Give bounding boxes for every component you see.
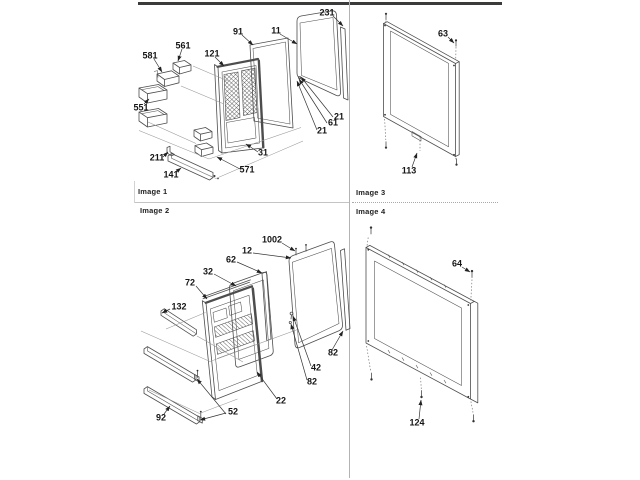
part-number-label: 12 bbox=[241, 245, 253, 256]
image1-caption: Image 1 bbox=[138, 187, 168, 196]
part-number-label: 91 bbox=[232, 26, 244, 37]
leader-line bbox=[217, 157, 240, 169]
leader-line bbox=[301, 77, 333, 117]
part-number-label: 113 bbox=[401, 165, 417, 176]
part-number-label: 124 bbox=[409, 417, 425, 428]
part-number-label: 72 bbox=[184, 277, 196, 288]
part-number-label: 561 bbox=[175, 40, 191, 51]
leader-line bbox=[242, 35, 253, 45]
part-number-label: 141 bbox=[163, 169, 179, 180]
part-number-label: 22 bbox=[275, 395, 287, 406]
image4-caption: Image 4 bbox=[356, 207, 386, 216]
leader-line bbox=[462, 267, 470, 272]
leader-line bbox=[178, 49, 182, 61]
part-number-label: 231 bbox=[319, 7, 335, 18]
part-number-label: 62 bbox=[225, 254, 237, 265]
leader-line bbox=[196, 286, 207, 299]
part-number-label: 82 bbox=[306, 376, 318, 387]
part-number-label: 42 bbox=[310, 362, 322, 373]
part-number-label: 1002 bbox=[261, 234, 283, 245]
image4-callouts bbox=[409, 258, 470, 427]
part-number-label: 32 bbox=[202, 266, 214, 277]
part-number-label: 21 bbox=[316, 125, 328, 136]
part-number-label: 581 bbox=[142, 50, 158, 61]
part-number-label: 64 bbox=[451, 258, 463, 269]
part-number-label: 61 bbox=[327, 117, 339, 128]
part-number-label: 82 bbox=[327, 347, 339, 358]
leader-line bbox=[237, 262, 262, 273]
image2-caption: Image 2 bbox=[140, 206, 170, 215]
leader-line bbox=[299, 79, 327, 123]
leader-line bbox=[154, 59, 162, 72]
part-number-label: 21 bbox=[333, 111, 345, 122]
leader-line bbox=[333, 16, 343, 26]
leader-line bbox=[297, 81, 317, 130]
image3-caption: Image 3 bbox=[356, 188, 386, 197]
leader-line bbox=[253, 253, 291, 258]
part-number-label: 132 bbox=[171, 301, 187, 312]
leader-line bbox=[214, 274, 236, 286]
part-number-label: 31 bbox=[257, 147, 269, 158]
leader-line bbox=[419, 400, 421, 419]
image2-drawing bbox=[141, 242, 350, 424]
leader-line bbox=[257, 372, 277, 399]
part-number-label: 211 bbox=[149, 152, 165, 163]
leader-line bbox=[246, 144, 258, 152]
leader-line bbox=[448, 37, 454, 43]
part-number-label: 63 bbox=[437, 28, 449, 39]
leader-line bbox=[282, 243, 295, 251]
image3-callouts bbox=[402, 28, 454, 175]
image4-drawing bbox=[366, 226, 478, 422]
image2-callouts bbox=[156, 234, 343, 422]
part-number-label: 92 bbox=[155, 412, 167, 423]
part-number-label: 121 bbox=[204, 48, 220, 59]
part-number-label: 52 bbox=[227, 406, 239, 417]
part-number-label: 11 bbox=[271, 25, 281, 36]
leader-line bbox=[200, 413, 226, 420]
part-number-label: 551 bbox=[133, 102, 149, 113]
part-number-label: 571 bbox=[239, 164, 255, 175]
